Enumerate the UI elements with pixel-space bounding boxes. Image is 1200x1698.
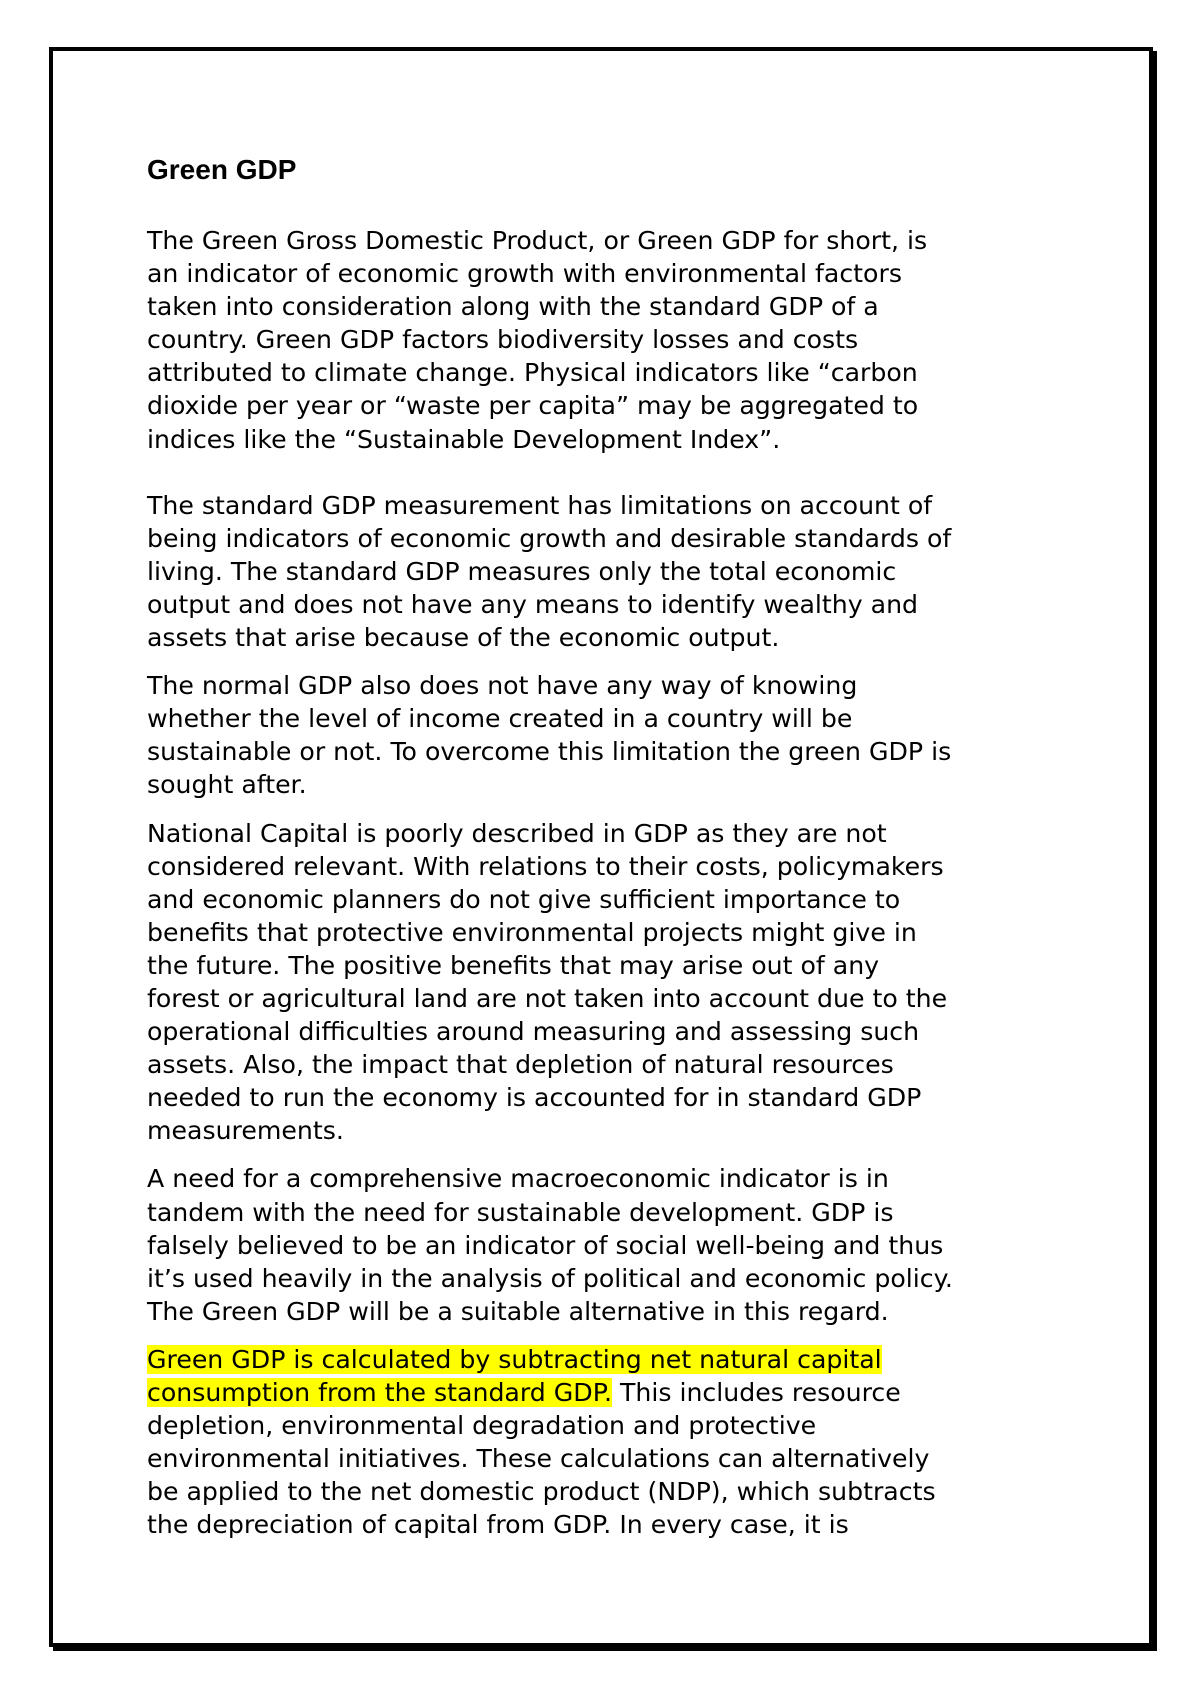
highlighted-text: Green GDP is calculated by subtracting net natural capital consumption from the standard GDP. <box>147 1344 882 1407</box>
document-body <box>147 150 1067 1541</box>
paragraph-calculation-rest: This includes resource depletion, environmental degradation and protective environmental initiatives. These calculations can alternatively be applied to the net domestic product (NDP), which subtracts the depreciation of capital from GDP. In every case, it is <box>147 1378 936 1540</box>
document-title: Green GDP <box>147 154 297 185</box>
paragraph-macroeconomic-indicator: A need for a comprehensive macroeconomic indicator is in tandem with the need for sustainable development. GDP is falsely believed to be an indicator of social well-being and thus it’s used heavily in the analysis of political and economic policy. The Green GDP will be a suitable alternative in this regard. <box>147 1164 953 1326</box>
paragraph-green-gdp-definition: The Green Gross Domestic Product, or Green GDP for short, is an indicator of economic growth with environmental factors taken into consideration along with the standard GDP of a country. Green GDP factors biodiversity losses and costs attributed to climate change. Physical indicators like “carbon dioxide per year or “waste per capita” may be aggregated to indices like the “Sustainable Development Index”. <box>147 226 928 454</box>
paragraph-calculation <box>147 1343 1067 1542</box>
paragraph-standard-gdp-limitations: The standard GDP measurement has limitations on account of being indicators of economic growth and desirable standards of living. The standard GDP measures only the total economic output and does not have any means to identify wealthy and assets that arise because of the economic output. <box>147 490 952 653</box>
paragraph-normal-gdp-sustainability: The normal GDP also does not have any way of knowing whether the level of income created in a country will be sustainable or not. To overcome this limitation the green GDP is sought after. <box>147 671 952 800</box>
paragraph-national-capital: National Capital is poorly described in GDP as they are not considered relevant. With relations to their costs, policymakers and economic planners do not give sufficient importance to benefits that protective environmental projects might give in the future. The positive benefits that may arise out of any forest or agricultural land are not taken into account due to the operational difficulties around measuring and assessing such assets. Also, the impact that depletion of natural resources needed to run the economy is accounted for in standard GDP measurements. <box>147 818 948 1146</box>
